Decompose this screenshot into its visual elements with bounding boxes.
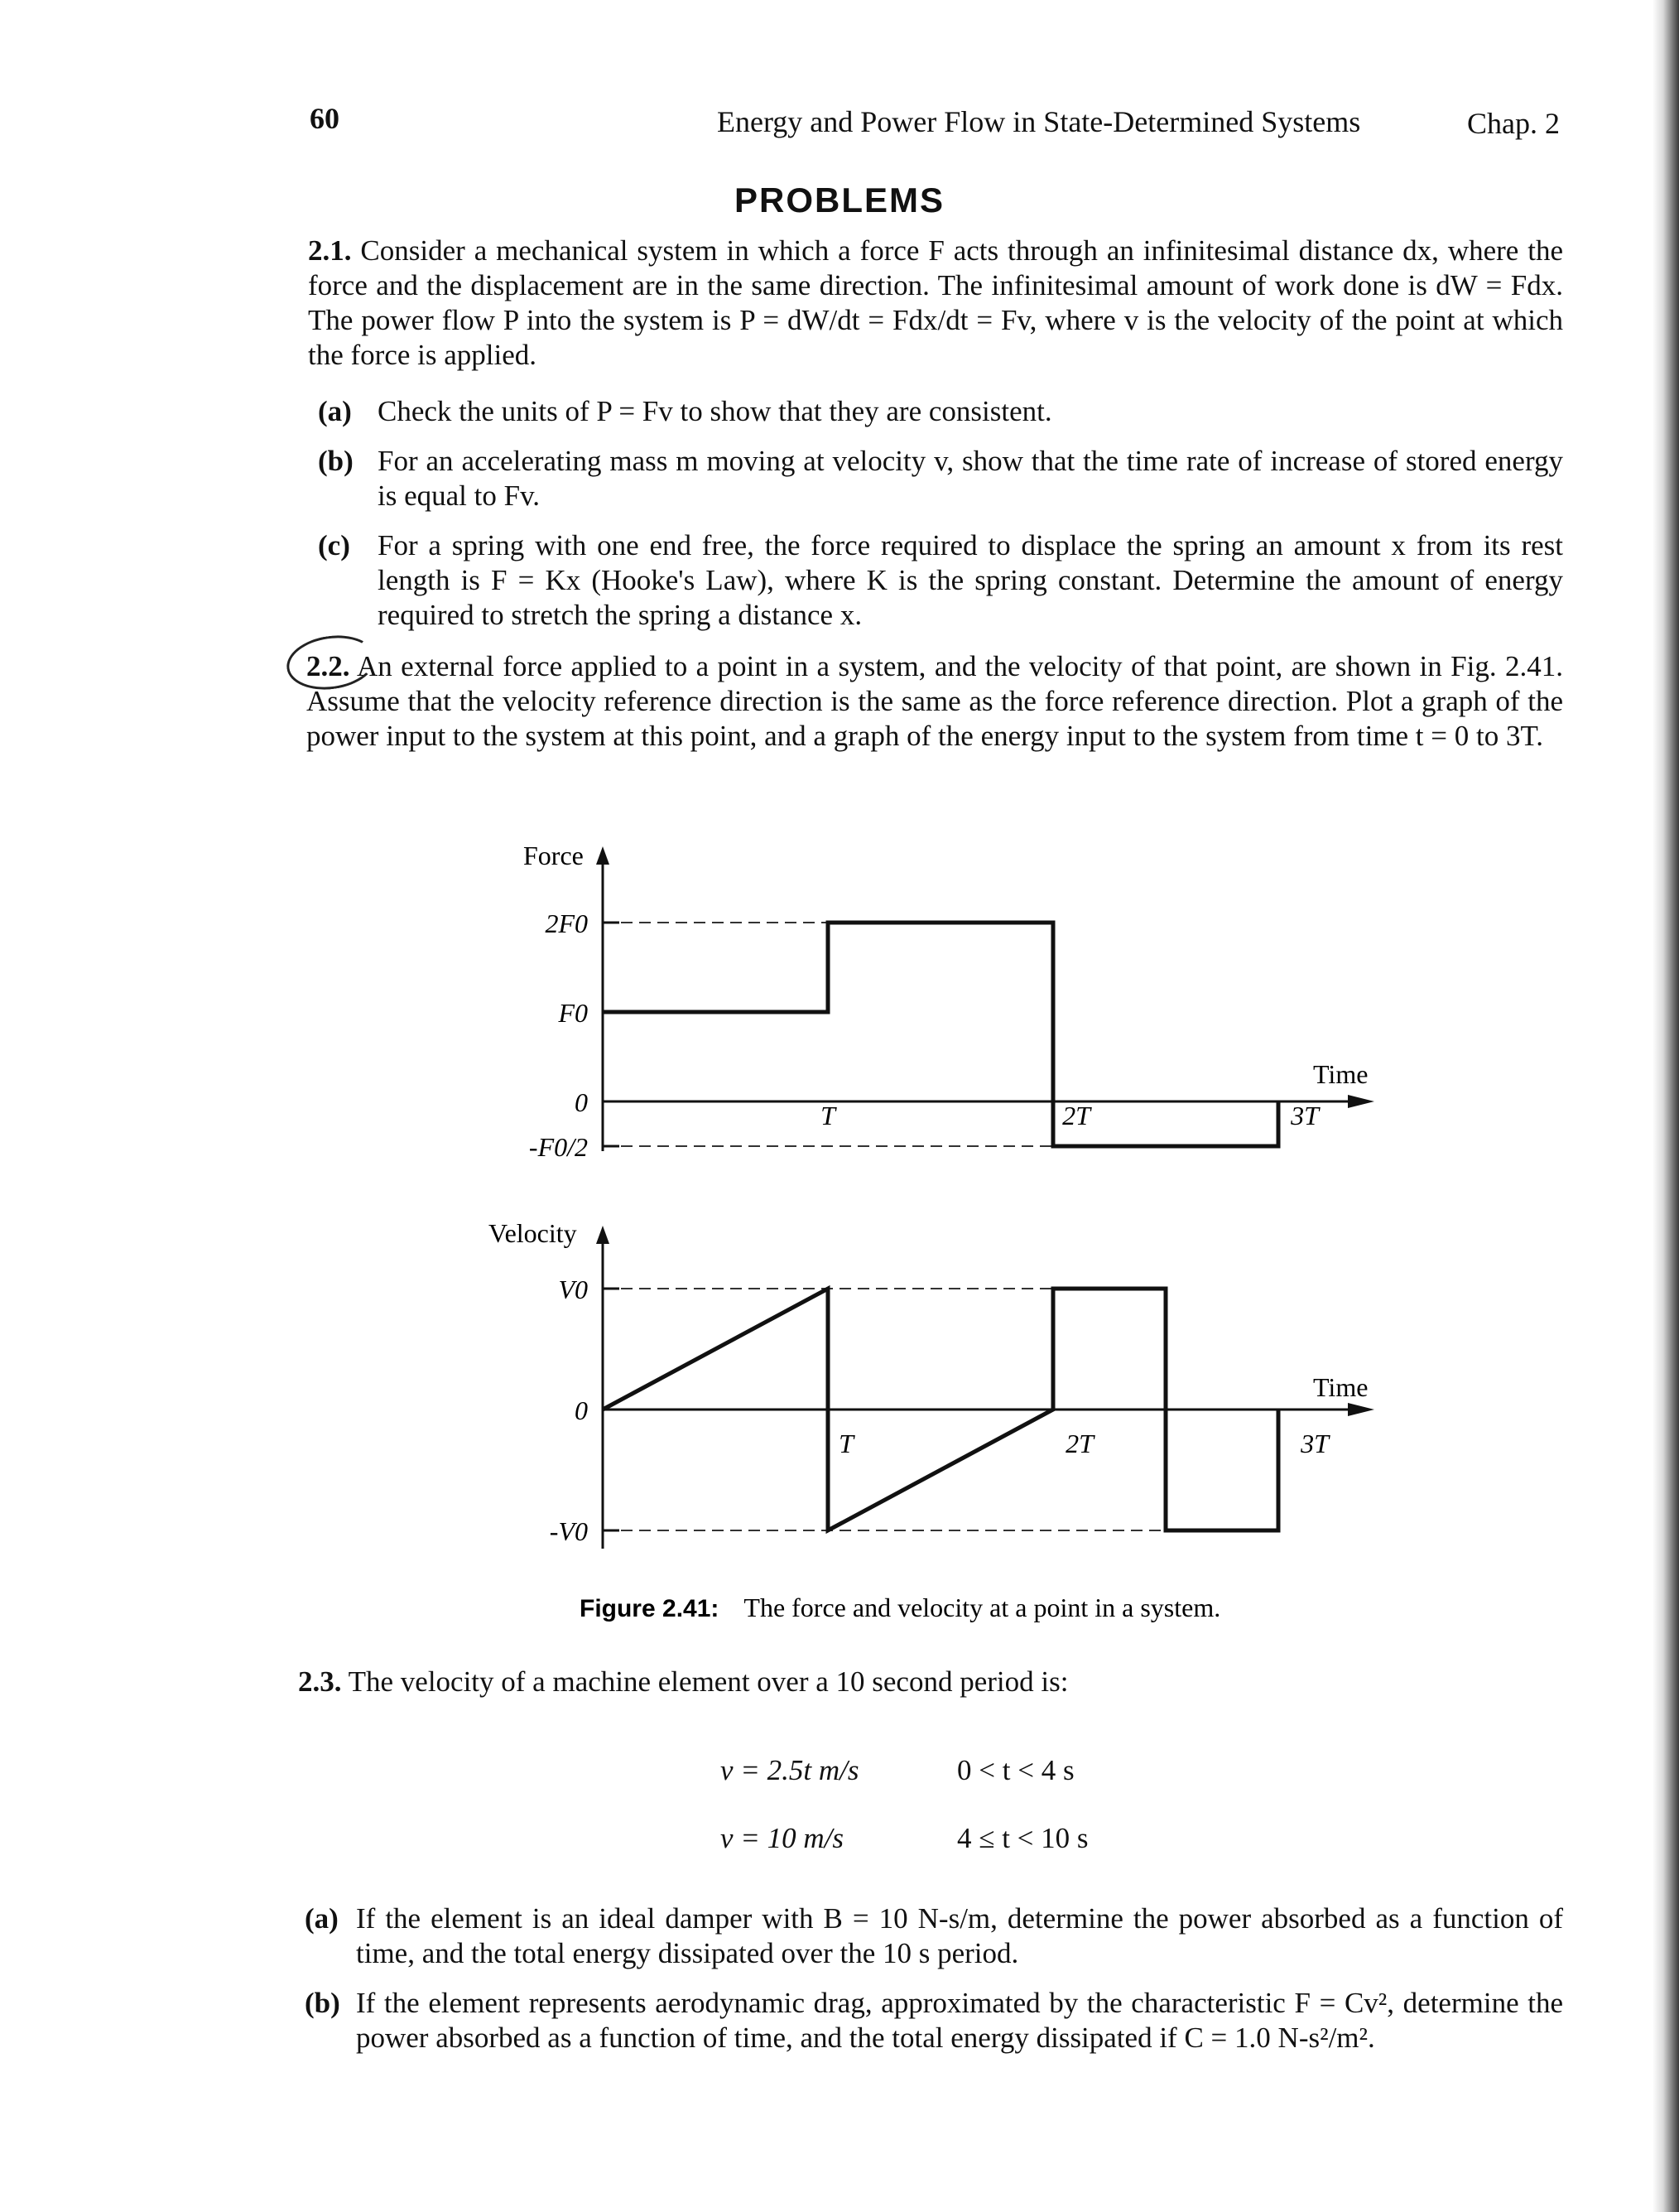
force-plot	[523, 841, 1374, 1162]
part-text: If the element represents aerodynamic drag, approximated by the characteristic F = Cv², determine the power absorbed as a function of time, and the total energy dissipated if C = 1.0 N-s²/m².	[356, 1987, 1563, 2054]
y-tick-label: F0	[558, 998, 588, 1028]
problem-text: An external force applied to a point in a system, and the velocity of that point, are shown in Fig. 2.41. Assume that the velocity reference direction is the same as the force reference direction. Plot a graph of the power input to the system at this point, and a graph of the energy input to the system from time t = 0 to 3T.	[306, 650, 1563, 752]
part-label: (b)	[318, 445, 354, 477]
part-label: (b)	[305, 1987, 340, 2019]
equation-range: 0 < t < 4 s	[957, 1754, 1075, 1786]
equation-1-range	[957, 1754, 1075, 1787]
velocity-x-label: Time	[1313, 1372, 1369, 1402]
y-tick-label: -F0/2	[528, 1132, 588, 1162]
equation-expr: v = 2.5t m/s	[720, 1754, 859, 1786]
problem-number: 2.2.	[306, 650, 350, 682]
caption-label: Figure 2.41:	[580, 1595, 719, 1622]
y-tick-label: 0	[575, 1087, 588, 1117]
x-tick-label: T	[839, 1429, 854, 1458]
force-x-arrow	[1348, 1095, 1374, 1108]
x-tick-label: T	[820, 1101, 835, 1130]
chapter-label: Chap. 2	[1467, 107, 1560, 140]
equation-range: 4 ≤ t < 10 s	[957, 1822, 1089, 1854]
velocity-x-arrow	[1348, 1403, 1374, 1416]
equation-2-range	[957, 1822, 1089, 1855]
y-tick-label: 0	[575, 1395, 588, 1425]
equation-2	[720, 1822, 844, 1855]
equation-expr: v = 10 m/s	[720, 1822, 844, 1854]
x-tick-label: 3T	[1301, 1429, 1329, 1458]
force-x-label: Time	[1313, 1059, 1369, 1089]
problem-2-3-part-b	[305, 1986, 1563, 2055]
part-text: For an accelerating mass m moving at velocity v, show that the time rate of increase of stored energy is equal to Fv.	[378, 445, 1563, 512]
problem-number: 2.1.	[308, 234, 352, 267]
figure-caption	[580, 1593, 1220, 1622]
page-number: 60	[310, 102, 339, 135]
force-ticks	[529, 908, 1321, 1162]
problem-2-3	[298, 1665, 1565, 1699]
x-tick-label: 2T	[1062, 1101, 1090, 1130]
section-heading: PROBLEMS	[734, 181, 945, 219]
problem-text: The velocity of a machine element over a 10 second period is:	[348, 1665, 1069, 1698]
force-y-label: Force	[523, 841, 584, 870]
running-title: Energy and Power Flow in State-Determined Systems	[717, 105, 1361, 138]
velocity-plot	[488, 1218, 1374, 1549]
equation-1	[720, 1754, 859, 1787]
force-guides	[603, 923, 1278, 1146]
problem-text: Consider a mechanical system in which a force F acts through an infinitesimal distance dx, where the force and the displacement are in the same direction. The infinitesimal amount of work done is dW = Fdx. The power flow P into the system is P = dW/dt = Fdx/dt = Fv, where v is the velocity of the point at which the force is applied.	[308, 234, 1564, 371]
x-tick-label: 2T	[1066, 1429, 1094, 1458]
force-series-line	[603, 923, 1278, 1146]
y-tick-label: 2F0	[545, 908, 588, 938]
problem-number: 2.3.	[298, 1665, 342, 1698]
velocity-y-arrow	[596, 1226, 609, 1244]
part-text: Check the units of P = Fv to show that they are consistent.	[378, 395, 1052, 427]
part-label: (a)	[305, 1902, 339, 1935]
problem-2-3-part-a	[305, 1901, 1563, 1971]
x-tick-label: 3T	[1291, 1101, 1319, 1130]
part-label: (a)	[318, 395, 352, 427]
part-text: For a spring with one end free, the force required to displace the spring an amount x from its rest length is F = Kx (Hooke's Law), where K is the spring constant. Determine the amount of energy required to stretch the spring a distance x.	[378, 529, 1563, 631]
part-text: If the element is an ideal damper with B = 10 N-s/m, determine the power absorbed as a function of time, and the total energy dissipated over the 10 s period.	[356, 1902, 1563, 1969]
part-label: (c)	[318, 529, 350, 561]
force-y-arrow	[596, 846, 609, 865]
caption-text: The force and velocity at a point in a system.	[743, 1593, 1221, 1622]
velocity-y-label: Velocity	[488, 1218, 577, 1248]
y-tick-label: -V0	[549, 1516, 588, 1546]
y-tick-label: V0	[558, 1275, 588, 1304]
